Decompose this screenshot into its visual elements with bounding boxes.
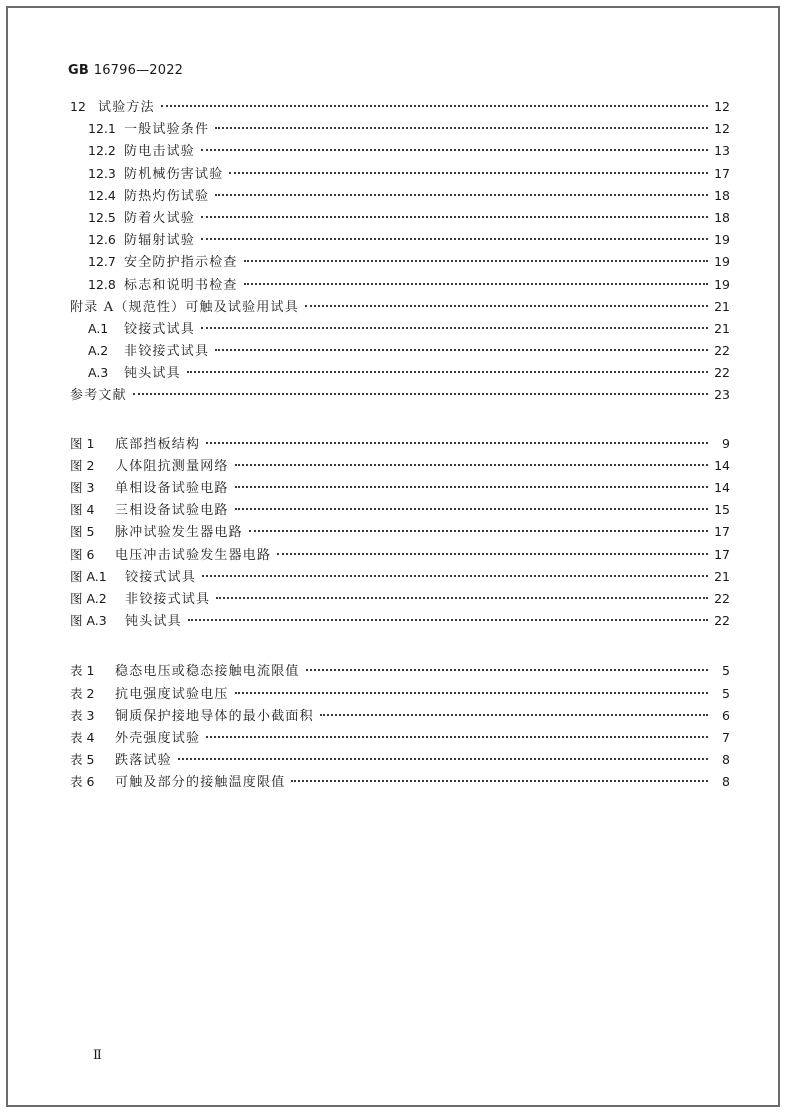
entry-page-number: 22 xyxy=(714,365,730,381)
toc-entry[interactable] xyxy=(70,683,730,705)
entry-title: 可触及部分的接触温度限值 xyxy=(115,775,286,791)
toc-entry[interactable] xyxy=(70,163,730,185)
entry-title: 参考文献 xyxy=(70,388,127,404)
dot-leader xyxy=(215,127,708,129)
entry-page-number: 12 xyxy=(714,99,730,114)
toc-entry[interactable] xyxy=(70,705,730,727)
entry-title: 抗电强度试验电压 xyxy=(115,686,229,702)
entry-title: 防辐射试验 xyxy=(124,233,196,249)
toc-entry[interactable] xyxy=(70,362,730,384)
dot-leader xyxy=(187,371,708,373)
entry-number: A.3 xyxy=(88,365,109,381)
dot-leader xyxy=(188,619,708,621)
toc-entry[interactable] xyxy=(70,140,730,162)
entry-title: 防机械伤害试验 xyxy=(124,166,224,182)
entry-title: 试验方法 xyxy=(98,100,155,115)
entry-page-number: 9 xyxy=(722,435,730,451)
dot-leader xyxy=(244,260,708,262)
toc-entry[interactable] xyxy=(70,455,730,477)
entry-page-number: 22 xyxy=(714,613,730,629)
entry-title: 非铰接式试具 xyxy=(124,344,210,360)
toc-entry[interactable] xyxy=(70,499,730,521)
entry-page-number: 8 xyxy=(722,752,730,768)
standard-number: 16796—2022 xyxy=(93,63,184,78)
dot-leader xyxy=(216,597,708,599)
toc-entry[interactable] xyxy=(70,96,730,118)
dot-leader xyxy=(320,714,708,716)
entry-title: 三相设备试验电路 xyxy=(115,503,229,519)
entry-number: 图 6 xyxy=(70,546,95,562)
dot-leader xyxy=(178,758,708,760)
toc-figures xyxy=(70,433,730,633)
entry-number: 表 5 xyxy=(70,752,95,768)
entry-page-number: 14 xyxy=(714,480,730,495)
entry-number: 图 A.2 xyxy=(70,590,107,606)
toc-entry[interactable] xyxy=(70,588,730,610)
dot-leader xyxy=(206,442,708,444)
entry-number: 图 A.3 xyxy=(70,613,107,629)
standard-prefix: GB xyxy=(68,63,89,78)
table-of-contents xyxy=(70,96,730,793)
toc-entry[interactable] xyxy=(70,229,730,251)
entry-page-number: 15 xyxy=(714,502,730,518)
entry-title: 一般试验条件 xyxy=(124,122,210,138)
entry-number: 图 A.1 xyxy=(70,568,107,584)
entry-number: 12.6 xyxy=(88,232,116,248)
toc-entry[interactable] xyxy=(70,340,730,362)
entry-number: A.2 xyxy=(88,343,109,359)
dot-leader xyxy=(206,736,708,738)
toc-entry[interactable] xyxy=(70,566,730,588)
entry-page-number: 18 xyxy=(714,187,730,203)
toc-entry[interactable] xyxy=(70,185,730,207)
entry-page-number: 21 xyxy=(714,320,730,336)
toc-entry[interactable] xyxy=(70,384,730,406)
dot-leader xyxy=(161,105,708,107)
dot-leader xyxy=(201,327,708,329)
dot-leader xyxy=(215,194,708,196)
dot-leader xyxy=(201,238,708,240)
entry-page-number: 23 xyxy=(714,387,730,403)
entry-number: 12.2 xyxy=(88,143,116,159)
entry-number: 表 4 xyxy=(70,729,95,745)
entry-title: 单相设备试验电路 xyxy=(115,481,229,496)
dot-leader xyxy=(133,393,708,395)
dot-leader xyxy=(235,486,708,488)
entry-number: 图 2 xyxy=(70,457,95,473)
dot-leader xyxy=(244,283,708,285)
dot-leader xyxy=(306,669,708,671)
dot-leader xyxy=(229,172,708,174)
toc-entry[interactable] xyxy=(70,433,730,455)
entry-title: 防着火试验 xyxy=(124,210,196,226)
entry-page-number: 5 xyxy=(722,685,730,701)
dot-leader xyxy=(305,305,708,307)
dot-leader xyxy=(235,508,708,510)
entry-title: 附录 A（规范性）可触及试验用试具 xyxy=(70,299,299,315)
entry-title: 铰接式试具 xyxy=(124,321,196,337)
toc-entry[interactable] xyxy=(70,610,730,632)
entry-page-number: 14 xyxy=(714,457,730,473)
dot-leader xyxy=(235,464,708,466)
entry-page-number: 18 xyxy=(714,209,730,225)
entry-page-number: 17 xyxy=(714,524,730,540)
entry-title: 铜质保护接地导体的最小截面积 xyxy=(115,708,314,724)
entry-page-number: 13 xyxy=(714,143,730,159)
dot-leader xyxy=(277,553,708,555)
dot-leader xyxy=(201,216,708,218)
entry-title: 标志和说明书检查 xyxy=(124,277,238,293)
entry-page-number: 7 xyxy=(722,729,730,745)
entry-number: 12.7 xyxy=(88,254,116,270)
toc-entry[interactable] xyxy=(70,118,730,140)
entry-page-number: 5 xyxy=(722,663,730,679)
dot-leader xyxy=(291,780,708,782)
entry-number: 12 xyxy=(70,99,86,114)
toc-entry[interactable] xyxy=(70,544,730,566)
entry-title: 外壳强度试验 xyxy=(115,730,201,746)
entry-number: 图 5 xyxy=(70,524,95,540)
page xyxy=(6,6,780,1107)
toc-entry[interactable] xyxy=(70,749,730,771)
dot-leader xyxy=(201,149,708,151)
entry-title: 脉冲试验发生器电路 xyxy=(115,525,243,541)
dot-leader xyxy=(215,349,708,351)
entry-number: 12.8 xyxy=(88,276,116,292)
entry-number: 12.4 xyxy=(88,187,116,203)
dot-leader xyxy=(202,575,708,577)
toc-entry[interactable] xyxy=(70,660,730,682)
toc-entry[interactable] xyxy=(70,521,730,543)
entry-number: 表 6 xyxy=(70,774,95,790)
toc-entry[interactable] xyxy=(70,318,730,340)
entry-title: 跌落试验 xyxy=(115,753,172,769)
dot-leader xyxy=(249,530,708,532)
dot-leader xyxy=(235,692,708,694)
entry-page-number: 22 xyxy=(714,590,730,606)
entry-number: 12.1 xyxy=(88,121,116,137)
toc-tables xyxy=(70,660,730,793)
entry-title: 钝头试具 xyxy=(124,366,181,382)
entry-title: 人体阻抗测量网络 xyxy=(115,458,229,474)
entry-number: 图 1 xyxy=(70,435,95,451)
entry-page-number: 6 xyxy=(722,707,730,723)
toc-entry[interactable] xyxy=(70,207,730,229)
entry-title: 钝头试具 xyxy=(125,614,182,630)
entry-page-number: 8 xyxy=(722,774,730,790)
entry-title: 非铰接式试具 xyxy=(125,591,211,607)
entry-page-number: 21 xyxy=(714,568,730,584)
toc-entry[interactable] xyxy=(70,477,730,499)
entry-number: 图 4 xyxy=(70,502,95,518)
entry-page-number: 19 xyxy=(714,254,730,270)
entry-title: 底部挡板结构 xyxy=(115,436,201,452)
entry-number: 表 2 xyxy=(70,685,95,701)
entry-title: 电压冲击试验发生器电路 xyxy=(115,547,272,563)
toc-entry[interactable] xyxy=(70,274,730,296)
entry-page-number: 19 xyxy=(714,232,730,248)
entry-page-number: 17 xyxy=(714,165,730,181)
entry-number: 图 3 xyxy=(70,480,95,495)
entry-title: 稳态电压或稳态接触电流限值 xyxy=(115,664,300,680)
entry-page-number: 17 xyxy=(714,546,730,562)
entry-number: 表 3 xyxy=(70,707,95,723)
entry-title: 安全防护指示检查 xyxy=(124,255,238,271)
entry-number: 12.3 xyxy=(88,165,116,181)
toc-entry[interactable] xyxy=(70,251,730,273)
entry-page-number: 12 xyxy=(714,121,730,137)
entry-title: 铰接式试具 xyxy=(125,569,197,585)
toc-entry[interactable] xyxy=(70,296,730,318)
toc-entry[interactable] xyxy=(70,771,730,793)
entry-title: 防电击试验 xyxy=(124,144,196,160)
entry-page-number: 19 xyxy=(714,276,730,292)
entry-title: 防热灼伤试验 xyxy=(124,188,210,204)
footer-page-number: Ⅱ xyxy=(93,1048,102,1063)
toc-entry[interactable] xyxy=(70,727,730,749)
entry-number: 表 1 xyxy=(70,663,95,679)
toc-sections xyxy=(70,96,730,407)
entry-number: 12.5 xyxy=(88,209,116,225)
standard-code xyxy=(68,63,183,78)
entry-number: A.1 xyxy=(88,320,109,336)
entry-page-number: 22 xyxy=(714,343,730,359)
entry-page-number: 21 xyxy=(714,298,730,314)
